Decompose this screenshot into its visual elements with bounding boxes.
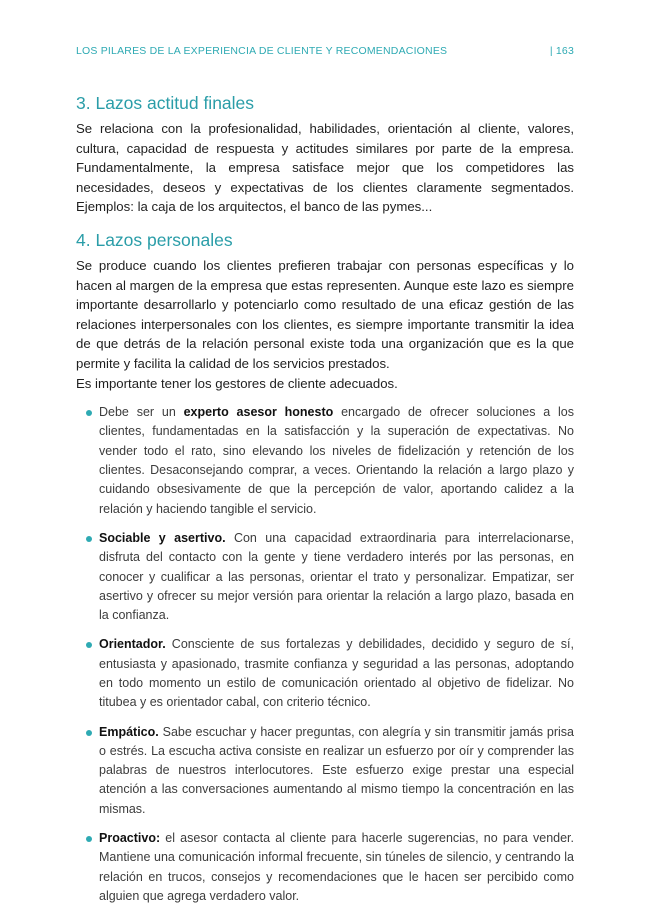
list-item-prefix: Debe ser un (99, 405, 184, 420)
list-item (76, 829, 574, 906)
bullet-icon (86, 410, 92, 416)
list-item-lead: Sociable y asertivo. (99, 530, 226, 545)
list-item-text: encargado de ofrecer soluciones a los clientes, fundamentadas en la satisfacción y la superación de expectativas. No vender todo el rato, sino elevando los niveles de fidelización y retención de los clientes. Desaconsejando comprar, a veces. Orientando la relación a largo plazo y cuidando obsesivamente de que la percepción de valor, aportando calidez a la relación y haciendo tangible el servicio. (99, 405, 574, 516)
list-item (76, 403, 574, 519)
section-3-heading: 3. Lazos actitud finales (76, 93, 255, 113)
list-item-lead: Orientador. (99, 637, 166, 652)
section-3-body: Se relaciona con la profesionalidad, habilidades, orientación al cliente, valores, cultura, capacidad de respuesta y actitudes similares por parte de la empresa. Fundamentalmente, la empresa satisface mejor que los competidores las necesidades, deseos y expectativas de los clientes claramente segmentados. Ejemplos: la caja de los arquitectos, el banco de las pymes... (76, 121, 574, 215)
list-item-lead: Proactivo: (99, 831, 161, 846)
bullet-icon (86, 730, 92, 736)
list-item-text: Consciente de sus fortalezas y debilidades, decidido y seguro de sí, entusiasta y apasionado, trasmite confianza y seguridad a las personas, adoptando en todo momento un estilo de comunicación orientado al objetivo de fidelizar. No titubea y es orientador cabal, con criterio técnico. (99, 637, 574, 710)
list-item (76, 529, 574, 625)
section-4-heading: 4. Lazos personales (76, 229, 233, 250)
page-content (76, 92, 574, 916)
advisor-traits-list (76, 403, 574, 906)
list-item (76, 723, 574, 819)
list-item (76, 635, 574, 712)
page-number: | 163 (549, 45, 574, 57)
bullet-icon (86, 536, 92, 542)
running-header (76, 45, 574, 57)
list-item-text: Con una capacidad extraordinaria para interrelacionarse, disfruta del contacto con la gente y tiene verdadero interés por las personas, en conocer y cualificar a las personas, orientar el trato y personalizar. Empatizar, ser asertivo y ofrecer su mejor versión para orientar la relación a largo plazo, basada en la confianza. (99, 530, 574, 623)
section-4-body: Se produce cuando los clientes prefieren trabajar con personas específicas y lo hacen al margen de la empresa que estas representen. Aunque este lazo es siempre importante desarrollarlo y potenciarlo como resultado de una eficaz gestión de las relaciones interpersonales con los clientes, es siempre importante transmitir la idea de que detrás de la relación personal existe toda una organización que es la que permite y facilita la calidad de los servicios prestados. (76, 257, 574, 371)
running-title: LOS PILARES DE LA EXPERIENCIA DE CLIENTE Y RECOMENDACIONES (76, 45, 448, 57)
bullet-icon (86, 836, 92, 842)
list-item-text: el asesor contacta al cliente para hacerle sugerencias, no para vender. Mantiene una comunicación informal frecuente, sin túneles de silencio, y centrando la relación en trucos, consejos y recomendaciones que le hacen ser percibido como alguien que agrega verdadero valor. (99, 831, 574, 903)
section-4-intro: Es importante tener los gestores de cliente adecuados. (76, 375, 398, 391)
list-item-lead: experto asesor honesto (183, 405, 334, 420)
list-item-lead: Empático. (99, 724, 159, 739)
bullet-icon (86, 642, 92, 648)
list-item-text: Sabe escuchar y hacer preguntas, con alegría y sin transmitir jamás prisa o estrés. La escucha activa consiste en realizar un esfuerzo por oír y comprender las palabras de nuestros interlocutores. Este esfuerzo exige prestar una especial atención a las conversaciones aumentando al mismo tiempo la concentración en las mismas. (99, 724, 574, 816)
